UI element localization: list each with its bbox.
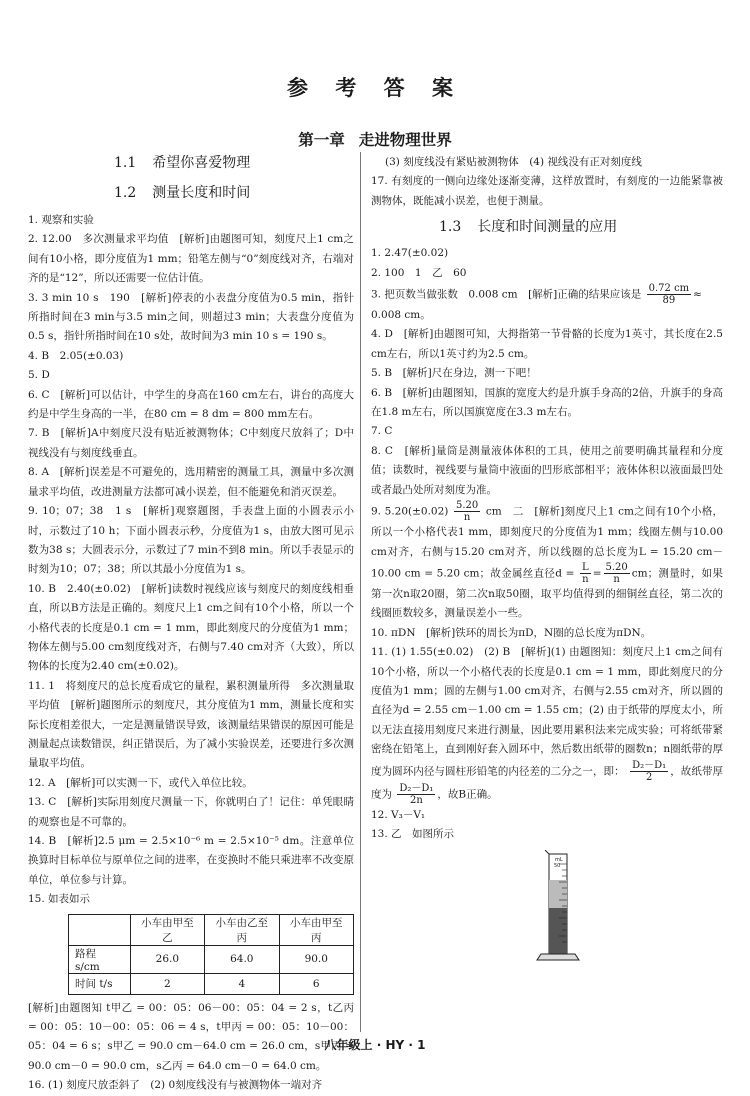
answer-r4: 4. D [解析]由题图可知，大拇指第一节骨骼的长度为1英寸，其长度在2.5 cm左右，所以1英寸约为2.5 cm。 [371,328,723,360]
answer-15: 15. 如表如示 [28,893,91,906]
table-header: 小车由甲至丙 [279,914,353,945]
answer-15-table [68,914,354,995]
table-row [69,973,354,994]
answer-2: 2. 12.00 多次测量求平均值 [解析]由题图可知，刻度尺上1 cm之间有10小格，即分度值为1 mm；铅笔左侧与“0”刻度线对齐，右端对齐的是“12”，所以还需要一位估计值。 [28,233,354,285]
table-cell [69,914,131,945]
left-column [28,153,354,1096]
right-column [371,153,723,968]
answer-r7: 7. C [371,425,393,438]
answer-6: 6. C [解析]可以估计，中学生的身高在160 cm左右，讲台的高度大约是中学生身高的一半，在80 cm = 8 dm = 800 mm左右。 [28,388,354,421]
answer-r13: 13. 乙 如图所示 [371,827,455,840]
table-header: 小车由甲至乙 [130,914,204,945]
fraction: $\frac{L}{n}$ [582,561,589,585]
table-cell: 64.0 [205,945,279,973]
table-row-header: 路程 s/cm [69,945,131,973]
answer-1: 1. 观察和实验 [28,214,94,226]
cylinder-unit-label: mL [555,857,563,864]
table-row-header: 时间 t/s [69,973,131,994]
answer-10: 10. B 2.40(±0.02) [解析]读数时视线应该与刻度尺的刻度线相垂直，所以B方法是正确的。刻度尺上1 cm之间有10个小格，所以一个小格代表的长度是0.1 cm = 1 mm，即此刻度尺的分度值为1 mm；物体左侧与5.00 cm刻度线对齐，右侧与7.40 cm对齐（大致），所以物体的长度为2.40 cm(±0.02)。 [28,582,354,673]
graduated-cylinder-icon [529,850,589,968]
answer-r9: 9. 5.20(±0.02) $\frac{5.20}{n}$ cm 二 [解析]刻度尺上1 cm之间有10个小格，所以一个小格代表1 mm，即刻度尺的分度值为1 mm；线圈左侧与10.00 cm对齐，右侧与15.20 cm对齐，所以线圈的总长度为L = 15.20 cm－10.00 cm = 5.20 cm；故金属丝直径d = $\frac{L}{n}$ = $\frac{5.20}{n}$ cm；测量时，如果第一次n取20圈，第二次n取50圈，取平均值得到的细铜丝直径，第二次的线圈匝数较多，测量误差小一些。 [371,500,724,620]
answer-r11: 11. (1) 1.55(±0.02) (2) B [解析](1) 由题图知：刻度尺上1 cm之间有10个小格，所以一个小格代表的长度是0.1 cm = 1 mm，即此刻度尺的分度值为1 mm；圆的左侧与1.00 cm对齐，右侧与2.55 cm对齐，所以圆的直径为d = 2.55 cm－1.00 cm = 1.55 cm；(2) 由于纸带的厚度太小，所以无法直接用刻度尺来进行测量，因此要用累积法来完成实验；可将纸带紧密绕在铅笔上，直到刚好套入圆环中，然后数出纸带的圈数n；n圈纸带的厚度为圆环内径与圆柱形铅笔的内径差的二分之一，即： $\frac{\text{D₂－D₁}}{2}$ ，故纸带厚度为 $\frac{\text{D₂－D₁}}{2n}$ ，故B正确。 [371,646,724,806]
table-cell: 90.0 [279,945,353,973]
section-1-3: 1.3 长度和时间测量的应用 [439,219,618,236]
answer-15-analysis: [解析]由题图知 t甲乙 = 00：05：06－00：05：04 = 2 s，t乙丙 = 00：05：10－00：05：06 = 4 s，t甲丙 = 00：05：10－00：05：04 = 6 s；s甲乙 = 90.0 cm－64.0 cm = 26.0 cm，s甲丙 = 90.0 cm－0 = 90.0 cm，s乙丙 = 64.0 cm－0 = 64.0 cm。 [28,1001,354,1072]
fraction: $\frac{5.20}{n}$ [456,500,479,524]
chapter-heading [0,128,750,150]
answer-r12: 12. V₃－V₁ [371,808,426,821]
section-1-1: 1.1 希望你喜爱物理 [114,155,251,171]
answer-r3-result: 0.008 cm。 [371,309,431,322]
graduated-cylinder-figure [529,850,589,968]
section-1-2: 1.2 测量长度和时间 [114,185,251,201]
table-header-row [69,914,354,945]
answer-13: 13. C [解析]实际用刻度尺测量一下，你就明白了！记住：单凭眼睛的观察也是不可靠的。 [28,796,354,828]
answer-r5: 5. B [解析]尺在身边，测一下吧！ [371,367,537,380]
table-cell: 2 [130,973,204,994]
answer-r2: 2. 100 1 乙 60 [371,266,467,279]
answer-7: 7. B [解析]A中刻度尺没有贴近被测物体；C中刻度尺放斜了；D中视线没有与刻度线垂直。 [28,427,354,459]
table-cell: 26.0 [130,945,204,973]
answer-r1: 1. 2.47(±0.02) [371,247,449,260]
answer-4: 4. B 2.05(±0.03) [28,349,124,362]
page-title: 参 考 答 案 [287,76,463,100]
fraction: $\frac{\text{D₂－D₁}}{2n}$ [399,782,434,806]
answer-14: 14. B [解析]2.5 μm = 2.5×10⁻⁶ m = 2.5×10⁻⁵ dm。注意单位换算时目标单位与原单位之间的进率，在变换时不能只乘进率不改变原单位，单位参与计算。 [28,835,354,886]
answer-9: 9. 10；07；38 1 s [解析]观察题图，手表盘上面的小圆表示小时，示数过了10 h；下面小圆表示秒，分度值为1 s，由放大图可见示数为38 s；大圆表示分，示数过了7 min不到8 min。所以手表显示的时刻为10；07；38；所以其最小分度值为1 s。 [28,505,354,576]
fraction: $\frac{5.20}{n}$ [605,561,628,585]
answer-r10: 10. πDN [解析]铁环的周长为πD，N圈的总长度为πDN。 [371,626,652,639]
answer-r8: 8. C [解析]量筒是测量液体体积的工具，使用之前要明确其量程和分度值；读数时，视线要与量筒中液面的凹形底部相平；液体体积以液面最凹处或者最凸处所对刻度为准。 [371,444,723,496]
table-cell: 6 [279,973,353,994]
table-cell: 4 [205,973,279,994]
chapter-number: 第一章 [298,131,345,149]
answer-12: 12. A [解析]可以实测一下，或代入单位比较。 [28,776,253,789]
page-footer: 八年级上 · HY · 1 [324,1038,426,1052]
table-header: 小车由乙至丙 [205,914,279,945]
table-row [69,945,354,973]
answer-16: 16. (1) 刻度尺放歪斜了 (2) 0刻度线没有与被测物体一端对齐 [28,1079,323,1092]
cylinder-scale-label: 50 [554,863,561,870]
chapter-name: 走进物理世界 [358,131,452,149]
fraction: $\frac{0.72 cm}{89}$ [648,283,690,307]
fraction: $\frac{\text{D₂－D₁}}{2}$ [632,759,667,783]
answer-r3: 3. 把页数当做张数 0.008 cm [解析]正确的结果应该是 $\frac{0.72 cm}{89}$ ≈ [371,283,702,307]
answer-16-continued: (3) 刻度线没有紧贴被测物体 (4) 视线没有正对刻度线 [385,156,642,168]
answer-8: 8. A [解析]误差是不可避免的，选用精密的测量工具，测量中多次测量求平均值，改进测量方法都可减小误差，但不能避免和消灭误差。 [28,466,354,498]
answer-11: 11. 1 将刻度尺的总长度看成它的量程，累积测量所得 多次测量取平均值 [解析]题图所示的刻度尺，其分度值为1 mm，测量长度和实际长度相差很大，一定是测量错误导致，该测量结果错误的原因可能是测量起点读数错误，纠正错误后，为了减小实验误差，还要进行多次测量取平均值。 [28,679,354,770]
answer-5: 5. D [28,369,50,382]
column-divider [360,152,361,1032]
answer-r6: 6. B [解析]由题图知，国旗的宽度大约是升旗手身高的2倍，升旗手的身高在1.8 m左右，所以国旗宽度在3.3 m左右。 [371,386,723,419]
answer-17: 17. 有刻度的一侧向边缘处逐渐变薄，这样放置时，有刻度的一边能紧靠被测物体，既能减小误差，也便于测量。 [371,175,723,207]
answer-3: 3. 3 min 10 s 190 [解析]停表的小表盘分度值为0.5 min，指针所指时间在3 min与3.5 min之间，则超过3 min；大表盘分度值为0.5 s，指针所指时间在10 s处，故时间为3 min 10 s = 190 s。 [28,291,354,343]
